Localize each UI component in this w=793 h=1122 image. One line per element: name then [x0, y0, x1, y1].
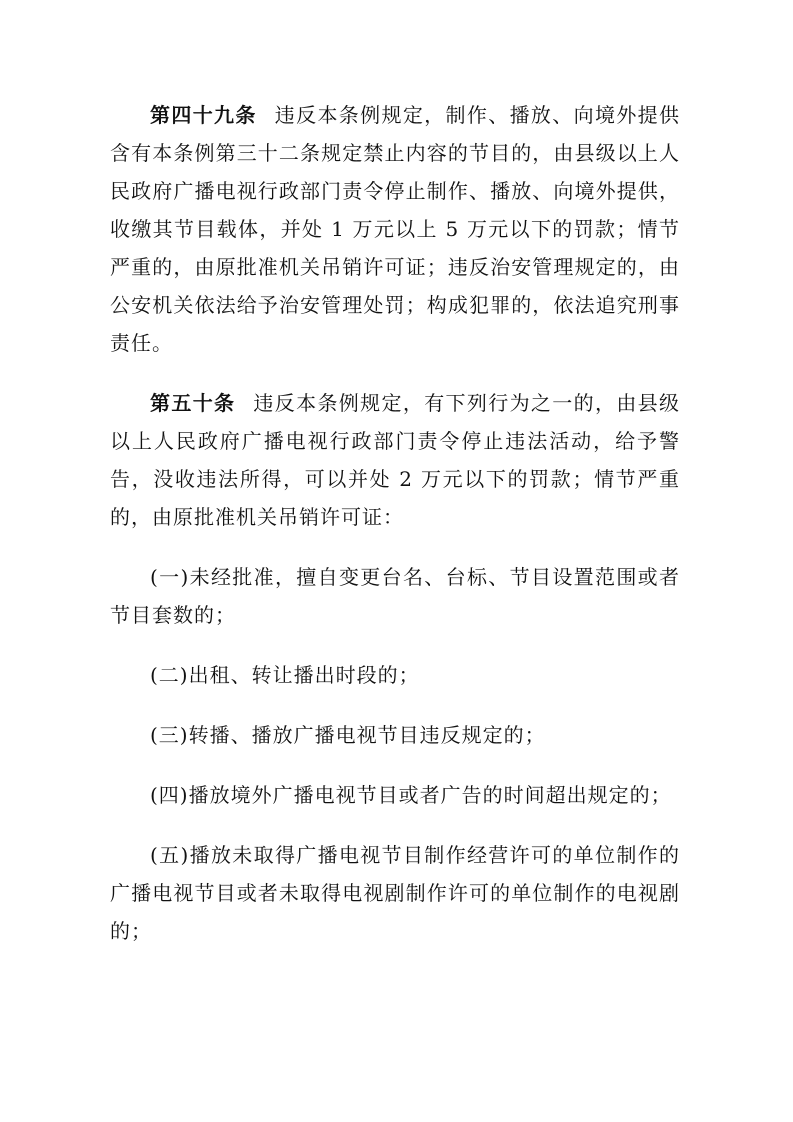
document-page	[110, 96, 680, 972]
article-49	[110, 96, 680, 362]
list-item: (二)出租、转让播出时段的；	[150, 663, 420, 687]
article-text: 违反本条例规定，制作、播放、向境外提供含有本条例第三十二条规定禁止内容的节目的，由县级以上人民政府广播电视行政部门责令停止制作、播放、向境外提供，收缴其节目载体，并处 1 万元以上 5 万元以下的罚款；情节严重的，由原批准机关吊销许可证；违反治安管理规定的，由公安机关依法给予治安管理处罚；构成犯罪的，依法追究刑事责任。	[110, 103, 681, 355]
list-item: (三)转播、播放广播电视节目违反规定的；	[150, 723, 546, 747]
article-number: 第四十九条	[150, 103, 257, 127]
list-item: (四)播放境外广播电视节目或者广告的时间超出规定的；	[150, 783, 672, 807]
list-item: (一)未经批准，擅自变更台名、台标、节目设置范围或者节目套数的；	[110, 565, 680, 627]
article-50	[110, 384, 680, 536]
article-text: 违反本条例规定，有下列行为之一的，由县级以上人民政府广播电视行政部门责令停止违法活动，给予警告，没收违法所得，可以并处 2 万元以下的罚款；情节严重的，由原批准机关吊销许可证：	[110, 391, 681, 529]
article-number: 第五十条	[150, 391, 236, 415]
list-item: (五)播放未取得广播电视节目制作经营许可的单位制作的广播电视节目或者未取得电视剧制作许可的单位制作的电视剧的；	[110, 843, 680, 943]
